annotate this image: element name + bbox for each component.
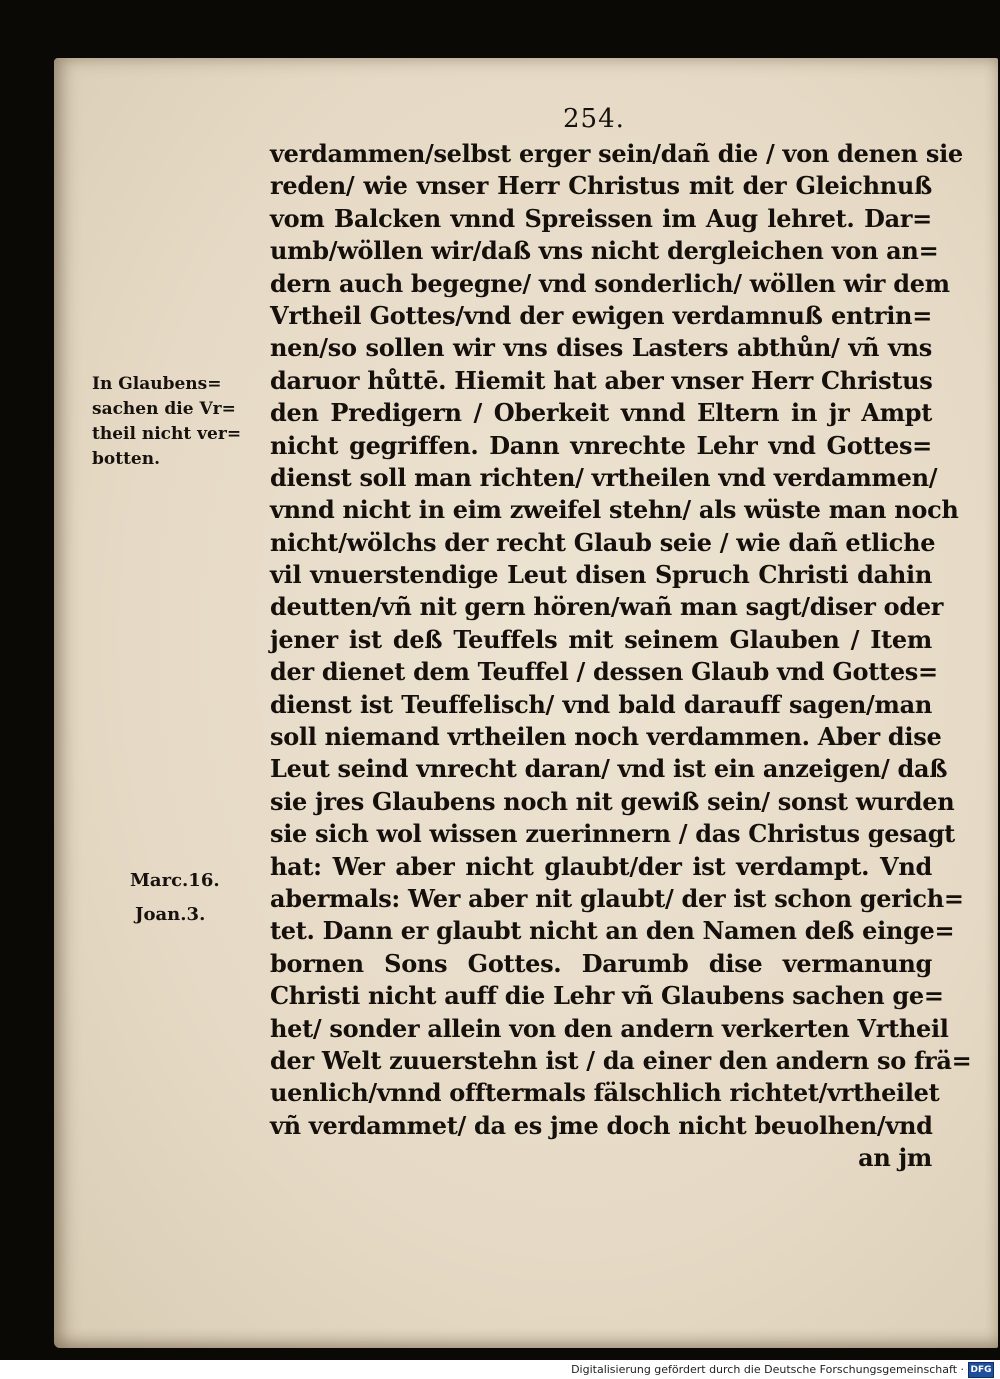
margin-note-line: sachen die Vr= xyxy=(92,399,236,419)
margin-note-marc: Marc.16. xyxy=(130,870,220,891)
text-line: vnnd nicht in eim zweifel stehn/ als wüste man noch xyxy=(270,495,959,525)
text-line: sie jres Glaubens noch nit gewiß sein/ sonst wurden xyxy=(270,786,955,816)
text-line: dienst soll man richten/ vrtheilen vnd verdammen/ xyxy=(270,462,938,492)
text-line: soll niemand vrtheilen noch verdammen. Aber dise xyxy=(270,722,942,752)
text-line: tet. Dann er glaubt nicht an den Namen deß einge= xyxy=(270,916,955,946)
text-line: vom Balcken vnnd Spreissen im Aug lehret. Dar= xyxy=(270,203,932,233)
text-line: daruor hůttē. Hiemit hat aber vnser Herr Christus xyxy=(270,365,933,395)
text-line: deutten/vñ nit gern hören/wañ man sagt/diser oder xyxy=(270,592,944,622)
dfg-logo: DFG xyxy=(968,1362,994,1378)
text-line: het/ sonder allein von den andern verkerten Vrtheil xyxy=(270,1013,949,1043)
text-line: verdammen/selbst erger sein/dañ die / von denen sie xyxy=(270,139,963,168)
margin-note-line: theil nicht ver= xyxy=(92,424,242,444)
margin-note-line: botten. xyxy=(92,449,161,469)
page-number: 254. xyxy=(563,104,625,134)
text-line: der Welt zuuerstehn ist / da einer den andern so frä= xyxy=(270,1045,972,1075)
body-text xyxy=(270,138,972,1175)
text-line: hat: Wer aber nicht glaubt/der ist verdampt. Vnd xyxy=(270,851,932,881)
text-line: bornen Sons Gottes. Darumb dise vermanung xyxy=(270,948,932,978)
footer-bar xyxy=(0,1360,1000,1379)
margin-note-joan: Joan.3. xyxy=(135,904,206,925)
text-line: den Predigern / Oberkeit vnnd Eltern in jr Ampt xyxy=(270,398,932,428)
text-line: abermals: Wer aber nit glaubt/ der ist schon gerich= xyxy=(270,883,964,913)
text-line: vñ verdammet/ da es jme doch nicht beuolhen/vnd xyxy=(270,1110,933,1140)
text-line: umb/wöllen wir/daß vns nicht dergleichen von an= xyxy=(270,236,939,266)
text-line: sie sich wol wissen zuerinnern / das Christus gesagt xyxy=(270,819,955,849)
text-line: dern auch begegne/ vnd sonderlich/ wöllen wir dem xyxy=(270,268,950,298)
margin-note-glaubenssachen xyxy=(92,372,241,472)
text-line: uenlich/vnnd offtermals fälschlich richtet/vrtheilet xyxy=(270,1078,940,1108)
text-line: Vrtheil Gottes/vnd der ewigen verdamnuß entrin= xyxy=(270,300,932,330)
text-line: nicht gegriffen. Dann vnrechte Lehr vnd Gottes= xyxy=(270,430,932,460)
text-line: Christi nicht auff die Lehr vñ Glaubens sachen ge= xyxy=(270,981,944,1011)
footer-credit: Digitalisierung gefördert durch die Deutsche Forschungsgemeinschaft · xyxy=(571,1363,964,1376)
text-line: nen/so sollen wir vns dises Lasters abthůn/ vñ vns xyxy=(270,333,932,363)
text-line: dienst ist Teuffelisch/ vnd bald darauff sagen/man xyxy=(270,689,932,719)
catchword-line: an jm xyxy=(858,1143,932,1173)
margin-note-line: In Glaubens= xyxy=(92,374,222,394)
text-line: reden/ wie vnser Herr Christus mit der Gleichnuß xyxy=(270,171,932,201)
text-line: vil vnuerstendige Leut disen Spruch Christi dahin xyxy=(270,560,932,590)
text-line: jener ist deß Teuffels mit seinem Glauben / Item xyxy=(270,624,932,654)
text-line: nicht/wölchs der recht Glaub seie / wie dañ etliche xyxy=(270,527,936,557)
text-line: Leut seind vnrecht daran/ vnd ist ein anzeigen/ daß xyxy=(270,754,948,784)
text-line: der dienet dem Teuffel / dessen Glaub vnd Gottes= xyxy=(270,657,938,687)
